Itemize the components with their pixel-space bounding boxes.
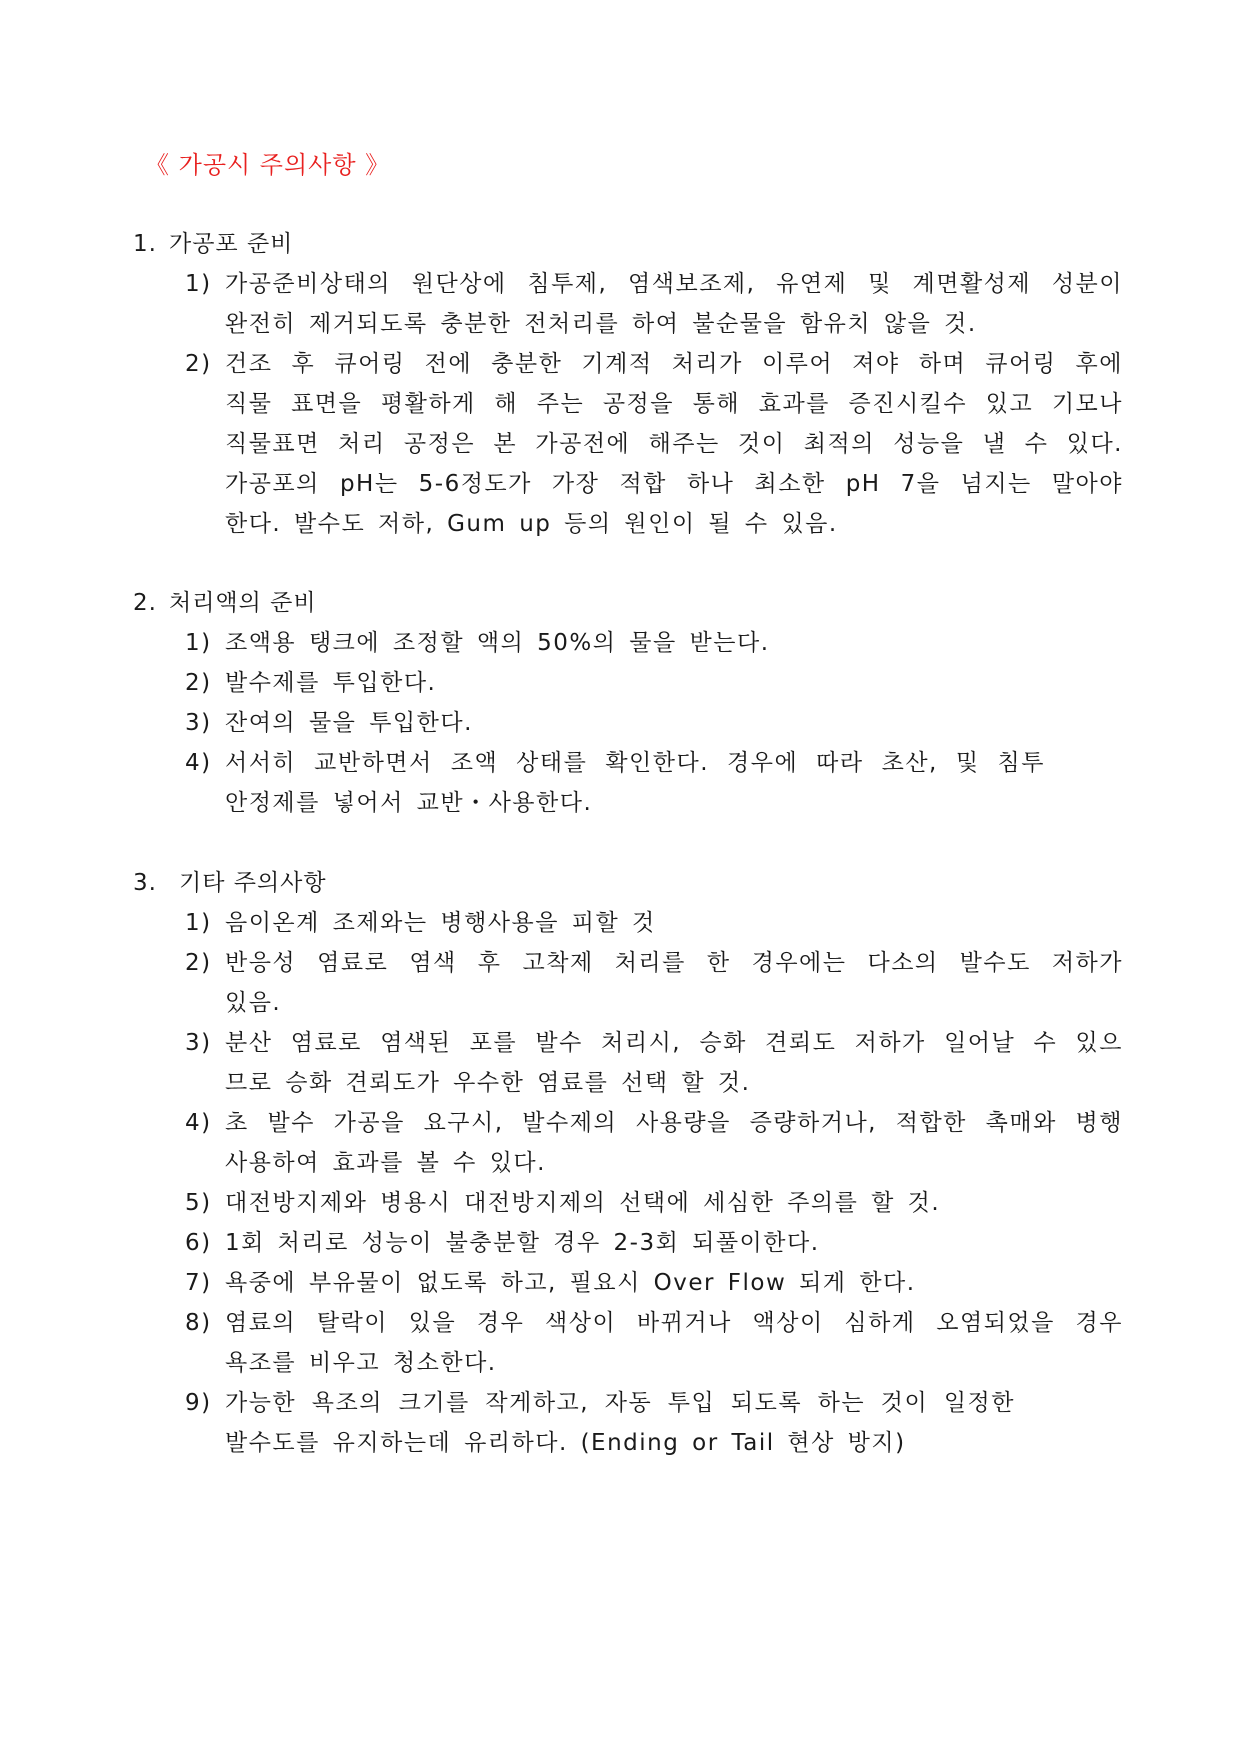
section-heading <box>133 224 1123 264</box>
item-number: 1) <box>185 630 212 656</box>
item-number: 3) <box>185 710 212 736</box>
item-number: 4) <box>185 1110 212 1136</box>
item-number: 6) <box>185 1230 212 1256</box>
item-line: 욕조를 비우고 청소한다. <box>225 1350 497 1376</box>
list-item <box>133 1263 1123 1303</box>
list-item <box>133 943 1123 1023</box>
section-title: 가공포 준비 <box>169 231 294 257</box>
item-number: 1) <box>185 271 212 297</box>
item-line: 안정제를 넣어서 교반・사용한다. <box>225 790 593 816</box>
item-line: 직물표면 처리 공정은 본 가공전에 해주는 것이 최적의 성능을 낼 수 있다. <box>225 431 1123 457</box>
item-line: 한다. 발수도 저하, Gum up 등의 원인이 될 수 있음. <box>225 511 838 537</box>
item-number: 5) <box>185 1190 212 1216</box>
item-number: 2) <box>185 670 212 696</box>
list-item <box>133 903 1123 943</box>
item-line: 가공포의 pH는 5-6정도가 가장 적합 하나 최소한 pH 7을 넘지는 말아야 <box>225 471 1123 497</box>
item-line: 사용하여 효과를 볼 수 있다. <box>225 1150 546 1176</box>
item-line: 잔여의 물을 투입한다. <box>225 710 473 736</box>
item-number: 1) <box>185 910 212 936</box>
item-line: 발수제를 투입한다. <box>225 670 437 696</box>
item-line: 염료의 탈락이 있을 경우 색상이 바뀌거나 액상이 심하게 오염되었을 경우 <box>225 1310 1123 1336</box>
section-fabric-preparation <box>133 224 1123 544</box>
section-number: 3. <box>133 870 157 896</box>
section-number: 1. <box>133 231 157 257</box>
list-item <box>133 1183 1123 1223</box>
section-other-precautions <box>133 863 1123 1463</box>
item-line: 가공준비상태의 원단상에 침투제, 염색보조제, 유연제 및 계면활성제 성분이 <box>225 271 1123 297</box>
item-line: 발수도를 유지하는데 유리하다. (Ending or Tail 현상 방지) <box>225 1430 906 1456</box>
list-item <box>133 1383 1123 1463</box>
list-item <box>133 663 1123 703</box>
list-item <box>133 743 1123 823</box>
item-line: 1회 처리로 성능이 불충분할 경우 2-3회 되풀이한다. <box>225 1230 820 1256</box>
section-title: 처리액의 준비 <box>169 590 317 616</box>
item-number: 2) <box>185 950 212 976</box>
list-item <box>133 703 1123 743</box>
item-line: 건조 후 큐어링 전에 충분한 기계적 처리가 이루어 져야 하며 큐어링 후에 <box>225 351 1123 377</box>
item-number: 9) <box>185 1390 212 1416</box>
section-heading <box>133 583 1123 623</box>
item-line: 조액용 탱크에 조정할 액의 50%의 물을 받는다. <box>225 630 770 656</box>
item-line: 므로 승화 견뢰도가 우수한 염료를 선택 할 것. <box>225 1070 751 1096</box>
item-number: 8) <box>185 1310 212 1336</box>
section-heading <box>133 863 1123 903</box>
item-line: 서서히 교반하면서 조액 상태를 확인한다. 경우에 따라 초산, 및 침투 <box>225 750 1045 776</box>
item-line: 직물 표면을 평활하게 해 주는 공정을 통해 효과를 증진시킬수 있고 기모나 <box>225 391 1123 417</box>
item-number: 4) <box>185 750 212 776</box>
item-line: 가능한 욕조의 크기를 작게하고, 자동 투입 되도록 하는 것이 일정한 <box>225 1390 1015 1416</box>
item-line: 있음. <box>225 990 282 1016</box>
list-item <box>133 623 1123 663</box>
item-line: 음이온계 조제와는 병행사용을 피할 것 <box>225 910 656 936</box>
list-item <box>133 344 1123 544</box>
list-item <box>133 264 1123 344</box>
item-line: 욕중에 부유물이 없도록 하고, 필요시 Over Flow 되게 한다. <box>225 1270 916 1296</box>
item-line: 초 발수 가공을 요구시, 발수제의 사용량을 증량하거나, 적합한 촉매와 병행 <box>225 1110 1123 1136</box>
item-number: 3) <box>185 1030 212 1056</box>
list-item <box>133 1303 1123 1383</box>
document-title: 《 가공시 주의사항 》 <box>145 151 391 179</box>
item-line: 분산 염료로 염색된 포를 발수 처리시, 승화 견뢰도 저하가 일어날 수 있으 <box>225 1030 1123 1056</box>
item-line: 반응성 염료로 염색 후 고착제 처리를 한 경우에는 다소의 발수도 저하가 <box>225 950 1123 976</box>
section-title: 기타 주의사항 <box>179 870 327 896</box>
item-line: 대전방지제와 병용시 대전방지제의 선택에 세심한 주의를 할 것. <box>225 1190 941 1216</box>
section-number: 2. <box>133 590 157 616</box>
item-number: 7) <box>185 1270 212 1296</box>
section-solution-preparation <box>133 583 1123 823</box>
item-number: 2) <box>185 351 212 377</box>
list-item <box>133 1103 1123 1183</box>
item-line: 완전히 제거되도록 충분한 전처리를 하여 불순물을 함유치 않을 것. <box>225 311 977 337</box>
list-item <box>133 1223 1123 1263</box>
list-item <box>133 1023 1123 1103</box>
